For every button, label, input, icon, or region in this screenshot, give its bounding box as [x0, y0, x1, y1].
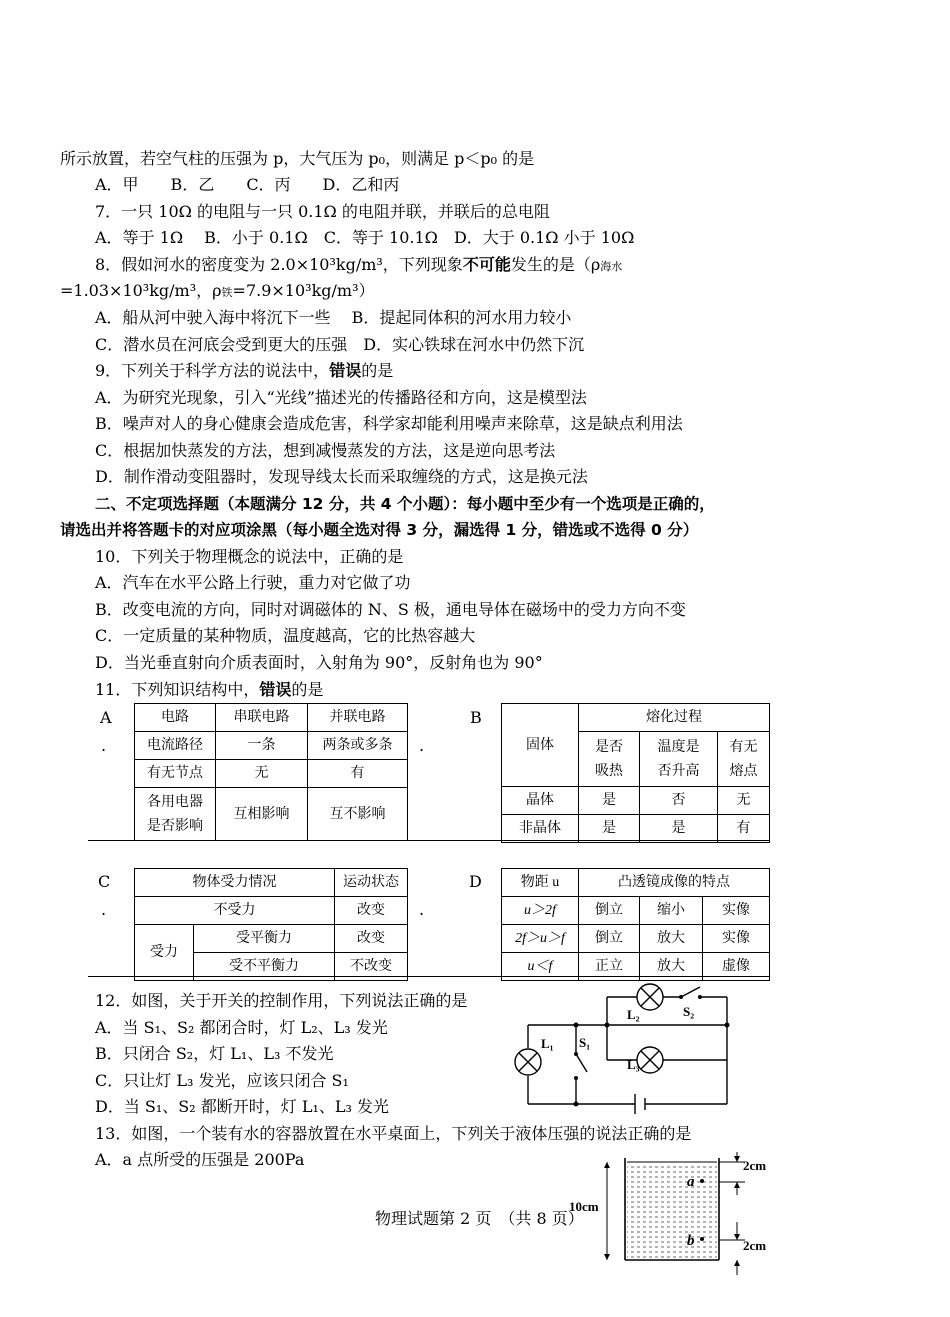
q10-option-d: D．当光垂直射向介质表面时，入射角为 90°，反射角也为 90° — [95, 653, 543, 672]
label-l2: L₂ — [627, 1007, 640, 1022]
table-a-cell: 各用电器 是否影响 — [135, 788, 216, 841]
circuit-diagram — [505, 980, 755, 1115]
table-b-cell: 熔化过程 — [579, 704, 770, 732]
q7-stem: 7．一只 10Ω 的电阻与一只 0.1Ω 的电阻并联，并联后的总电阻 — [95, 202, 550, 221]
table-a-cell: 无 — [216, 760, 308, 788]
label-bottom-2cm: 2cm — [743, 1238, 767, 1253]
table-b-cell: 有 — [718, 815, 770, 843]
table-ab-rule — [88, 840, 770, 841]
label-point-b: b — [687, 1233, 695, 1249]
table-b-cell: 是否 吸热 — [579, 732, 640, 787]
table-c-dot: . — [101, 900, 107, 919]
table-c-cell: 受不平衡力 — [194, 953, 335, 981]
table-a-cell: 电路 — [135, 704, 216, 732]
q12-option-a: A．当 S₁、S₂ 都闭合时，灯 L₂、L₃ 发光 — [95, 1018, 388, 1037]
table-a-cell: 有无节点 — [135, 760, 216, 788]
table-a-cell: 并联电路 — [308, 704, 408, 732]
table-b-cell: 是 — [579, 815, 640, 843]
table-c-cell: 物体受力情况 — [135, 869, 335, 897]
q10-option-b: B．改变电流的方向，同时对调磁体的 N、S 极，通电导体在磁场中的受力方向不变 — [95, 600, 686, 619]
label-10cm: 10cm — [569, 1199, 599, 1214]
table-d — [501, 868, 770, 981]
table-d-cell: 放大 — [640, 925, 703, 953]
q10-option-c: C．一定质量的某种物质，温度越高，它的比热容越大 — [95, 626, 476, 645]
table-c-cell: 改变 — [334, 897, 407, 925]
table-a-cell: 电流路径 — [135, 732, 216, 760]
table-b — [501, 703, 770, 843]
table-d-cell: u＜f — [502, 953, 579, 981]
label-s2: S₂ — [683, 1004, 695, 1019]
label-point-a: a — [687, 1174, 695, 1190]
table-c-cell: 不改变 — [334, 953, 407, 981]
q8-options-ab: A．船从河中驶入海中将沉下一些 B．提起同体积的河水用力较小 — [95, 308, 572, 327]
q12-option-d: D．当 S₁、S₂ 都断开时，灯 L₁、L₃ 发光 — [95, 1097, 390, 1116]
table-b-cell: 是 — [579, 787, 640, 815]
section-2-heading: 二、不定项选择题（本题满分 12 分，共 4 个小题）：每小题中至少有一个选项是正确的， — [95, 495, 715, 513]
page-footer: 物理试题第 2 页 （共 8 页） — [375, 1209, 584, 1228]
q9-option-c: C．根据加快蒸发的方法，想到减慢蒸发的方法，这是逆向思考法 — [95, 441, 556, 460]
table-d-cell: 物距 u — [502, 869, 579, 897]
q6-stem-end: 所示放置，若空气柱的压强为 p，大气压为 p₀，则满足 p＜p₀ 的是 — [60, 149, 535, 168]
table-b-cell: 非晶体 — [502, 815, 579, 843]
table-cd-rule — [88, 976, 770, 977]
table-b-cell: 否 — [640, 787, 718, 815]
table-b-dot: . — [419, 736, 425, 755]
table-a — [134, 703, 408, 841]
container-diagram — [565, 1150, 785, 1280]
table-a-cell: 串联电路 — [216, 704, 308, 732]
q12-option-c: C．只让灯 L₃ 发光，应该只闭合 S₁ — [95, 1071, 349, 1090]
table-d-cell: 放大 — [640, 953, 703, 981]
table-a-cell: 有 — [308, 760, 408, 788]
table-d-cell: 2f＞u＞f — [502, 925, 579, 953]
q12-option-b: B．只闭合 S₂，灯 L₁、L₃ 不发光 — [95, 1044, 334, 1063]
table-b-cell: 有无 熔点 — [718, 732, 770, 787]
label-top-2cm: 2cm — [743, 1158, 767, 1173]
q7-options: A．等于 1Ω B．小于 0.1Ω C．等于 10.1Ω D．大于 0.1Ω 小于 10Ω — [95, 228, 635, 247]
table-c-label: C — [98, 872, 111, 891]
q10-option-a: A．汽车在水平公路上行驶，重力对它做了功 — [95, 573, 411, 592]
q11-stem: 11．下列知识结构中，错误的是 — [95, 680, 324, 699]
water — [627, 1162, 717, 1260]
table-d-cell: 实像 — [703, 925, 770, 953]
q13-stem: 13．如图，一个装有水的容器放置在水平桌面上，下列关于液体压强的说法正确的是 — [95, 1124, 692, 1143]
table-d-cell: 实像 — [703, 897, 770, 925]
section-2-instructions: 请选出并将答题卡的对应项涂黑（每小题全选对得 3 分，漏选得 1 分，错选或不选得 0 分） — [60, 521, 699, 539]
q8-stem-cont: =1.03×10³kg/m³，ρ铁=7.9×10³kg/m³） — [60, 281, 375, 300]
table-b-cell: 温度是 否升高 — [640, 732, 718, 787]
q6-options: A．甲 B．乙 C．丙 D．乙和丙 — [95, 175, 400, 194]
table-a-cell: 两条或多条 — [308, 732, 408, 760]
q9-option-b: B．噪声对人的身心健康会造成危害，科学家却能利用噪声来除草，这是缺点利用法 — [95, 414, 683, 433]
table-b-cell: 是 — [640, 815, 718, 843]
q9-option-d: D．制作滑动变阻器时，发现导线太长而采取缠绕的方式，这是换元法 — [95, 467, 588, 486]
table-d-cell: 缩小 — [640, 897, 703, 925]
table-c — [134, 868, 408, 981]
table-a-cell: 一条 — [216, 732, 308, 760]
table-d-cell: 凸透镜成像的特点 — [579, 869, 770, 897]
table-d-cell: 虚像 — [703, 953, 770, 981]
label-s1: S₁ — [579, 1035, 591, 1050]
table-c-cell: 改变 — [334, 925, 407, 953]
table-b-cell: 晶体 — [502, 787, 579, 815]
table-b-cell: 无 — [718, 787, 770, 815]
table-a-cell: 互不影响 — [308, 788, 408, 841]
table-d-cell: 倒立 — [579, 897, 640, 925]
table-d-dot: . — [419, 900, 425, 919]
table-a-cell: 互相影响 — [216, 788, 308, 841]
table-d-cell: u＞2f — [502, 897, 579, 925]
q13-option-a: A．a 点所受的压强是 200Pa — [95, 1150, 305, 1169]
q10-stem: 10．下列关于物理概念的说法中，正确的是 — [95, 547, 404, 566]
table-d-label: D — [469, 872, 482, 891]
table-c-cell: 受力 — [135, 925, 194, 981]
q9-stem: 9．下列关于科学方法的说法中，错误的是 — [95, 361, 394, 380]
table-b-label: B — [470, 708, 482, 727]
label-l1: L₁ — [541, 1036, 554, 1051]
table-a-label: A — [100, 708, 112, 727]
label-l3: L₃ — [627, 1057, 640, 1072]
table-b-cell: 固体 — [502, 704, 579, 787]
table-c-cell: 受平衡力 — [194, 925, 335, 953]
q12-stem: 12．如图，关于开关的控制作用，下列说法正确的是 — [95, 991, 468, 1010]
table-c-cell: 运动状态 — [334, 869, 407, 897]
table-d-cell: 正立 — [579, 953, 640, 981]
q8-options-cd: C．潜水员在河底会受到更大的压强 D．实心铁球在河水中仍然下沉 — [95, 335, 585, 354]
table-c-cell: 不受力 — [135, 897, 335, 925]
q9-option-a: A．为研究光现象，引入“光线”描述光的传播路径和方向，这是模型法 — [95, 388, 587, 407]
table-a-dot: . — [101, 736, 107, 755]
table-d-cell: 倒立 — [579, 925, 640, 953]
q8-stem: 8．假如河水的密度变为 2.0×10³kg/m³，下列现象不可能发生的是（ρ海水 — [95, 255, 623, 274]
